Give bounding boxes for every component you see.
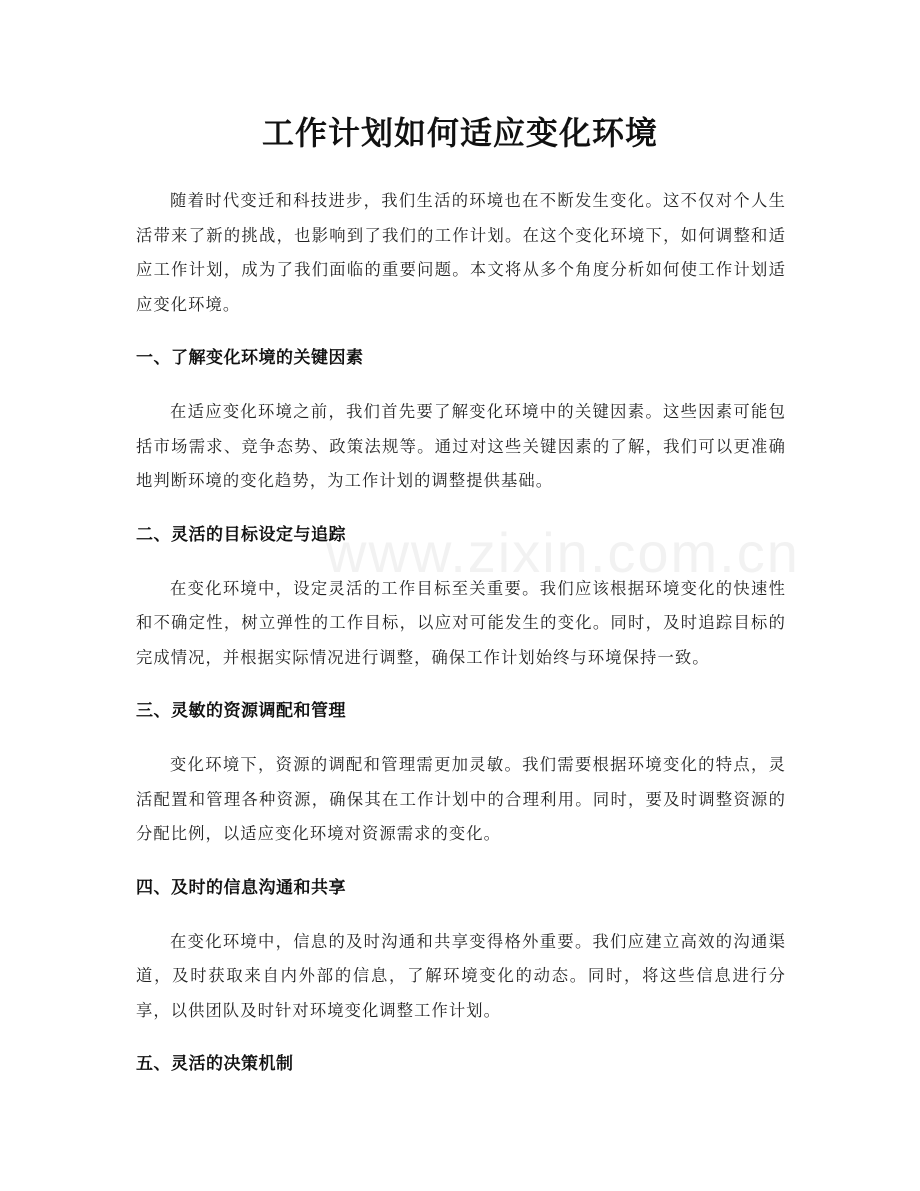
section-heading-5: 五、灵活的决策机制 — [136, 1054, 294, 1074]
section-paragraph-1: 在适应变化环境之前，我们首先要了解变化环境中的关键因素。这些因素可能包括市场需求、竞争态势、政策法规等。通过对这些关键因素的了解，我们可以更准确地判断环境的变化趋势，为工作计划的调整提供基础。 — [136, 402, 786, 490]
section-heading-4: 四、及时的信息沟通和共享 — [136, 877, 346, 898]
watermark: www.zixin.com.cn — [326, 521, 800, 584]
section-heading-3: 三、灵敏的资源调配和管理 — [136, 701, 346, 721]
section-paragraph-3: 变化环境下，资源的调配和管理需更加灵敏。我们需要根据环境变化的特点，灵活配置和管理各种资源，确保其在工作计划中的合理利用。同时，要及时调整资源的分配比例，以适应变化环境对资源需求的变化。 — [136, 755, 786, 843]
section-paragraph-2: 在变化环境中，设定灵活的工作目标至关重要。我们应该根据环境变化的快速性和不确定性，树立弹性的工作目标，以应对可能发生的变化。同时，及时追踪目标的完成情况，并根据实际情况进行调整，确保工作计划始终与环境保持一致。 — [136, 578, 786, 667]
document-body — [136, 184, 786, 1079]
section-heading-1: 一、了解变化环境的关键因素 — [136, 348, 364, 368]
page-title: 工作计划如何适应变化环境 — [261, 114, 658, 152]
section-heading-2: 二、灵活的目标设定与追踪 — [136, 524, 346, 545]
intro-paragraph: 随着时代变迁和科技进步，我们生活的环境也在不断发生变化。这不仅对个人生活带来了新的挑战，也影响到了我们的工作计划。在这个变化环境下，如何调整和适应工作计划，成为了我们面临的重要问题。本文将从多个角度分析如何使工作计划适应变化环境。 — [136, 191, 786, 314]
section-paragraph-4: 在变化环境中，信息的及时沟通和共享变得格外重要。我们应建立高效的沟通渠道，及时获取来自内外部的信息，了解环境变化的动态。同时，将这些信息进行分享，以供团队及时针对环境变化调整工作计划。 — [136, 931, 786, 1020]
